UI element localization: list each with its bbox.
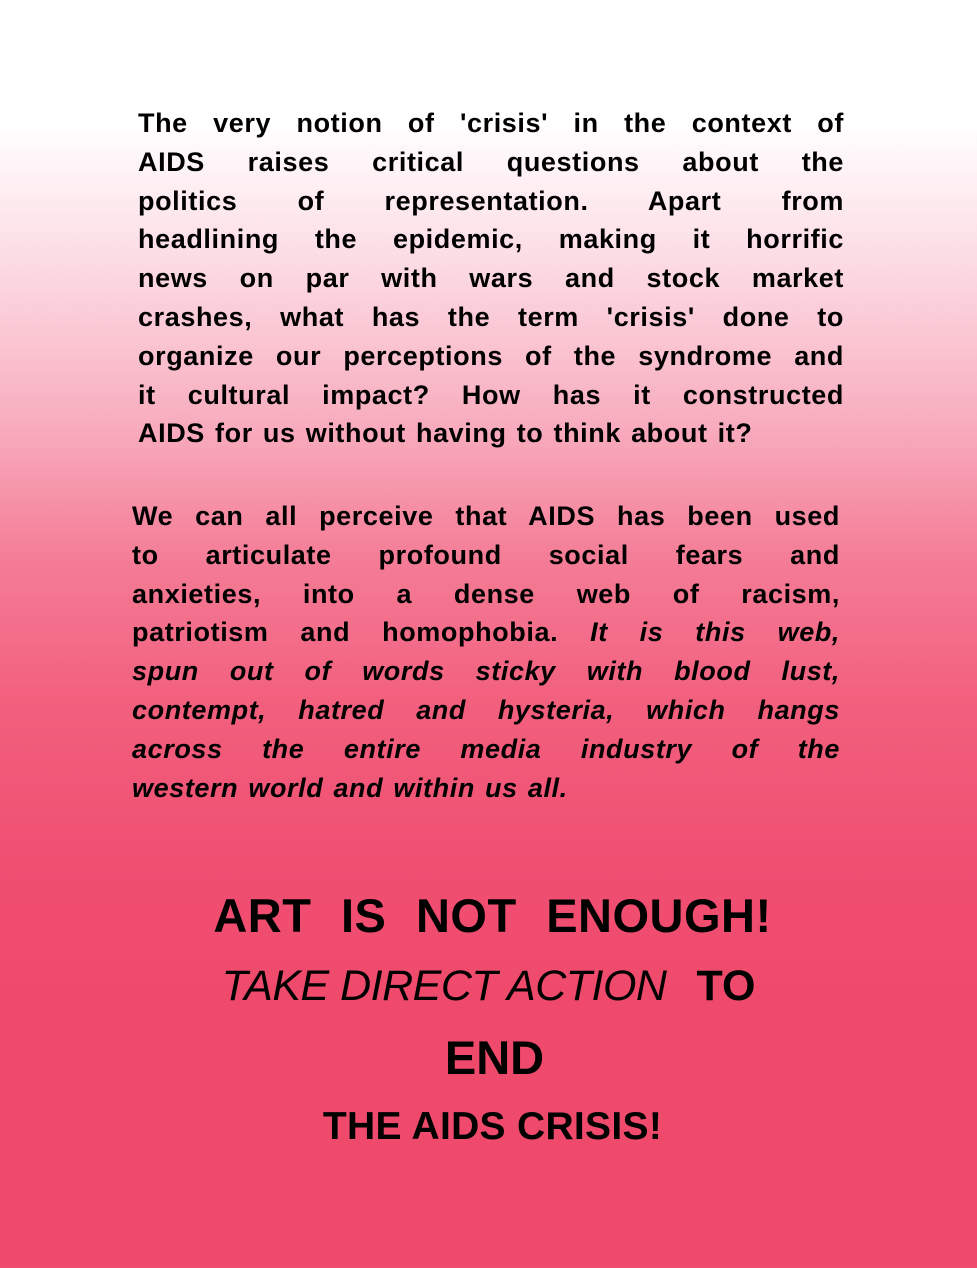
paragraph-line [132, 769, 840, 808]
paragraph-line: AIDS for us without having to think about it? [138, 418, 753, 449]
headline-bold-text: TO [696, 962, 756, 1010]
paragraph-line: We can all perceive that AIDS has been used [132, 501, 840, 531]
headline-art-not-enough: ART IS NOT ENOUGH! [213, 889, 772, 942]
paragraph-text-italic: contempt, hatred and hysteria, which hangs [132, 694, 840, 725]
paragraph-line: AIDS raises critical questions about the [138, 146, 844, 177]
paragraph-line: The very notion of 'crisis' in the context of [138, 108, 844, 138]
paragraph-line: headlining the epidemic, making it horrific [138, 224, 844, 255]
paragraph-line: news on par with wars and stock market [138, 263, 844, 294]
paragraph-line: politics of representation. Apart from [138, 185, 844, 216]
paragraph-text-italic: spun out of words sticky with blood lust, [132, 656, 840, 687]
paragraph-text-italic: It is this web, [590, 617, 841, 648]
paragraph-line: organize our perceptions of the syndrome and [138, 340, 844, 371]
web-paragraph [132, 497, 840, 807]
paragraph-line [132, 691, 840, 730]
headline-end: END [444, 1031, 545, 1084]
paragraph-line: to articulate profound social fears and [132, 539, 840, 570]
headline-take-direct-action [0, 962, 977, 1011]
headline-aids-crisis: THE AIDS CRISIS! [322, 1105, 663, 1148]
paragraph-text-italic: across the entire media industry of the [132, 733, 840, 764]
crisis-paragraph [138, 104, 844, 453]
paragraph-line-mixed [132, 613, 840, 652]
paragraph-line: anxieties, into a dense web of racism, [132, 578, 840, 609]
paragraph-line [132, 730, 840, 769]
paragraph-text-italic: western world and within us all. [132, 772, 568, 803]
paragraph-line [132, 652, 840, 691]
paragraph-line: it cultural impact? How has it constructed [138, 379, 844, 410]
paragraph-text-regular: patriotism and homophobia. [132, 617, 591, 648]
paragraph-line: crashes, what has the term 'crisis' done to [138, 301, 844, 332]
headline-italic-text: TAKE DIRECT ACTION [221, 962, 667, 1010]
